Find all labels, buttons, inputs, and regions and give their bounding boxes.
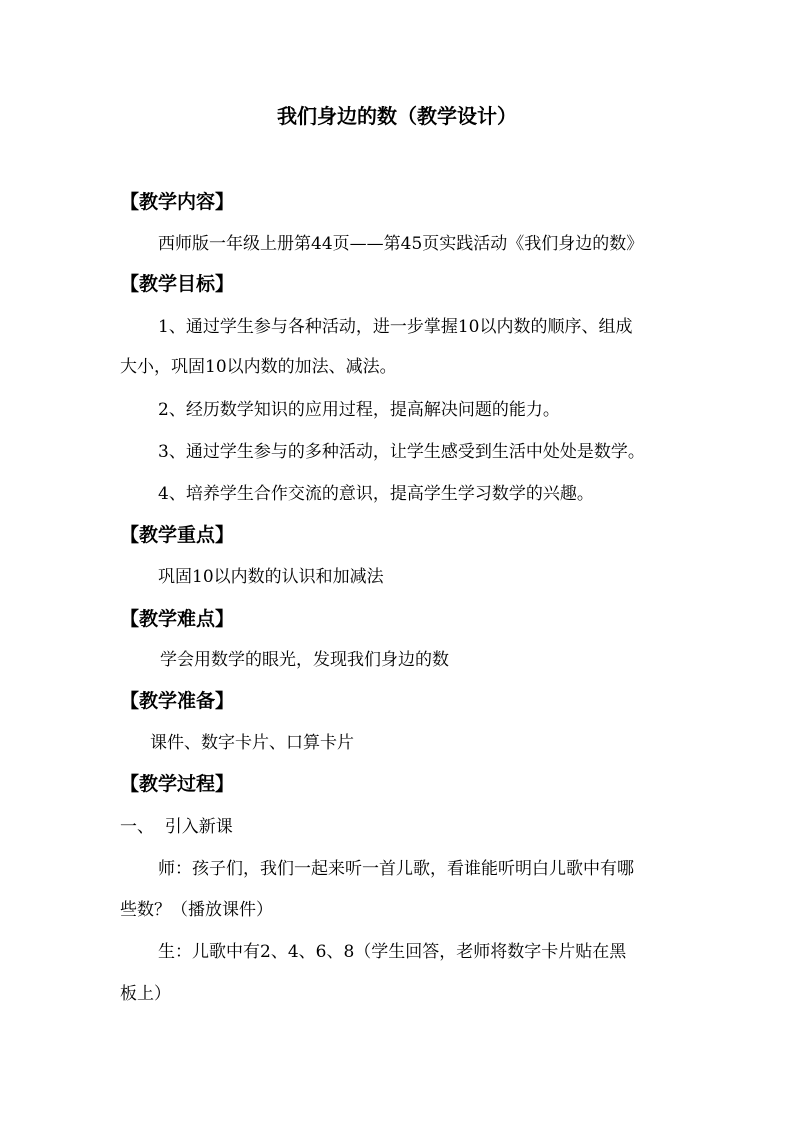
preparation-text: 课件、数字卡片、口算卡片 — [150, 733, 354, 753]
key-points-text: 巩固10以内数的认识和加减法 — [158, 567, 384, 587]
goal-item-4: 4、培养学生合作交流的意识，提高学生学习数学的兴趣。 — [158, 484, 594, 504]
goal-item-1-continued: 大小，巩固10以内数的加法、减法。 — [120, 357, 397, 377]
goal-item-2: 2、经历数学知识的应用过程，提高解决问题的能力。 — [158, 400, 560, 420]
process-student-line-continued: 板上） — [120, 984, 171, 1004]
goal-item-1: 1、通过学生参与各种活动，进一步掌握10以内数的顺序、组成 — [158, 317, 633, 337]
heading-key-points: 【教学重点】 — [120, 524, 235, 546]
document-title: 我们身边的数（教学设计） — [277, 104, 517, 128]
process-teacher-line-continued: 些数？（播放课件） — [120, 900, 273, 920]
heading-difficulties: 【教学难点】 — [120, 608, 235, 630]
teaching-content-text: 西师版一年级上册第44页——第45页实践活动《我们身边的数》 — [158, 234, 644, 254]
heading-teaching-goals: 【教学目标】 — [120, 273, 235, 295]
heading-teaching-process: 【教学过程】 — [120, 773, 235, 795]
process-step-one: 一、 引入新课 — [120, 817, 233, 837]
process-student-line: 生：儿歌中有2、4、6、8（学生回答，老师将数字卡片贴在黑 — [158, 942, 627, 962]
heading-teaching-content: 【教学内容】 — [120, 191, 235, 213]
goal-item-3: 3、通过学生参与的多种活动，让学生感受到生活中处处是数学。 — [158, 442, 645, 462]
difficulties-text: 学会用数学的眼光，发现我们身边的数 — [160, 650, 449, 670]
process-teacher-line: 师：孩子们，我们一起来听一首儿歌，看谁能听明白儿歌中有哪 — [158, 859, 634, 879]
heading-preparation: 【教学准备】 — [120, 690, 235, 712]
